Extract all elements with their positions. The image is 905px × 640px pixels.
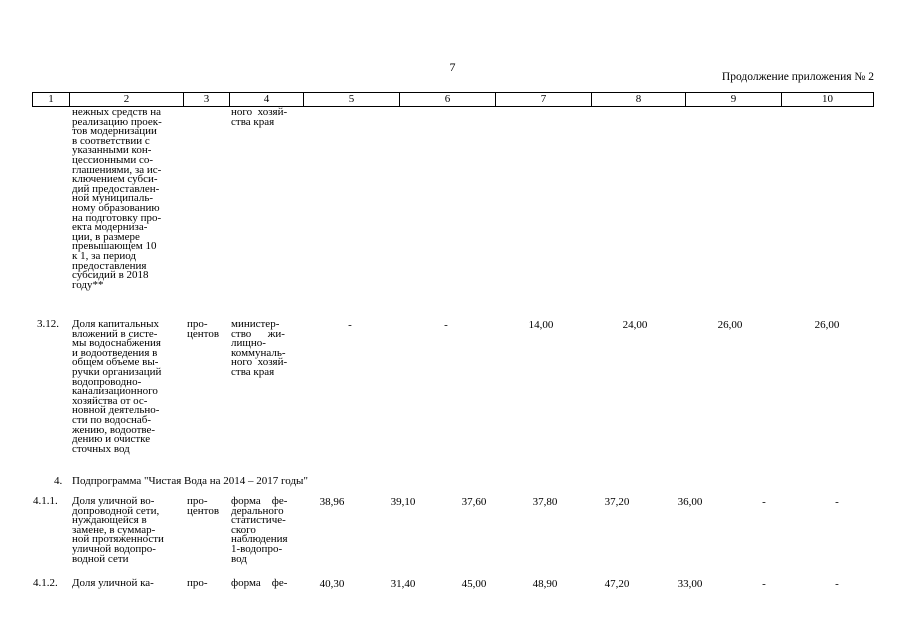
- continuation-note: Продолжение приложения № 2: [721, 71, 874, 83]
- cell-source: министер- ство жи- лищно- коммуналь- ного хозяй- ства края: [231, 318, 288, 378]
- subprogram-number: 4.: [54, 475, 63, 487]
- cell-value: 45,00: [461, 578, 487, 590]
- cell-value: 48,90: [532, 578, 558, 590]
- cell-value: 40,30: [319, 578, 345, 590]
- header-cell: 7: [540, 93, 547, 105]
- row-number: 4.1.1.: [33, 495, 58, 507]
- header-cell: 10: [822, 93, 833, 105]
- cell-value: -: [762, 578, 766, 590]
- cell-value: 37,20: [604, 496, 630, 508]
- header-cell: 2: [123, 93, 130, 105]
- cell-source: форма фе- дерального статистиче- ского наблюдения 1-водопро- вод: [231, 495, 288, 565]
- page-number: 7: [449, 60, 456, 74]
- cell-indicator-name: Доля уличной во- допроводной сети, нуждающейся в замене, в суммар- ной протяженности уличной водопро- водной сети: [72, 495, 164, 565]
- cell-value: 31,40: [390, 578, 416, 590]
- header-cell: 4: [263, 93, 270, 105]
- header-cell: 3: [203, 93, 210, 105]
- cell-value: 37,80: [532, 496, 558, 508]
- cell-unit: про- центов: [187, 318, 220, 340]
- cell-indicator-name: нежных средств на реализацию проек- тов модернизации в соответствии с указанными кон- цессионными со- глашениями, за ис- ключением субси- дий предоставлен- ной муниципаль- ному образованию на подготовку про- екта модерниза- ции, в размере превышающем 10 к 1, за период предоставления субсидий в 2018 году**: [72, 106, 162, 291]
- table-header-row: [32, 92, 874, 107]
- cell-source: ного хозяй- ства края: [231, 106, 288, 128]
- cell-value: -: [835, 496, 839, 508]
- cell-value: -: [444, 319, 448, 331]
- cell-value: 26,00: [814, 319, 840, 331]
- cell-value: -: [348, 319, 352, 331]
- cell-value: 14,00: [528, 319, 554, 331]
- header-cell: 8: [635, 93, 642, 105]
- cell-value: -: [762, 496, 766, 508]
- cell-unit: про- центов: [187, 495, 220, 517]
- header-cell: 6: [444, 93, 451, 105]
- header-cell: 9: [730, 93, 737, 105]
- cell-value: 38,96: [319, 496, 345, 508]
- row-number: 4.1.2.: [33, 577, 58, 589]
- cell-value: 39,10: [390, 496, 416, 508]
- row-number: 3.12.: [37, 318, 59, 330]
- cell-value: 33,00: [677, 578, 703, 590]
- header-cell: 5: [348, 93, 355, 105]
- cell-value: 37,60: [461, 496, 487, 508]
- cell-value: 47,20: [604, 578, 630, 590]
- cell-value: 26,00: [717, 319, 743, 331]
- header-cell: 1: [48, 93, 54, 105]
- cell-value: 24,00: [622, 319, 648, 331]
- subprogram-title: Подпрограмма "Чистая Вода на 2014 – 2017 годы": [72, 475, 308, 487]
- cell-value: 36,00: [677, 496, 703, 508]
- cell-source: форма фе-: [231, 577, 288, 589]
- cell-indicator-name: Доля уличной ка-: [72, 577, 154, 589]
- cell-indicator-name: Доля капитальных вложений в систе- мы водоснабжения и водоотведения в общем объеме вы- ручки организаций водопроводно- канализационного хозяйства от ос- новной деятельно- сти по водоснаб- жению, водоотве- дению и очистке сточных вод: [72, 318, 162, 455]
- cell-value: -: [835, 578, 839, 590]
- cell-unit: про-: [187, 577, 208, 589]
